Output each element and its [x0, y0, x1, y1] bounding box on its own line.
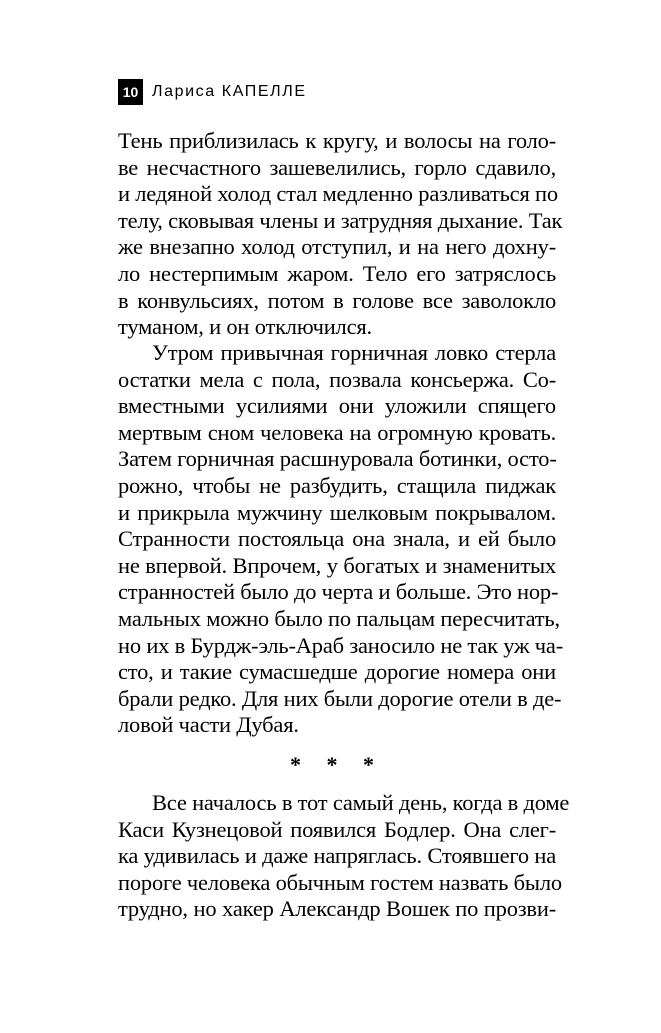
text-line: ло нестерпимым жаром. Тело его затряслось	[118, 260, 556, 286]
text-line: ве несчастного зашевелились, горло сдавило,	[118, 154, 556, 180]
text-line: рожно, чтобы не разбудить, стащила пиджак	[118, 472, 556, 498]
text-line: сто, и такие сумасшедше дорогие номера они	[118, 659, 556, 685]
text-line: странностей было до черта и больше. Это нор-	[118, 579, 559, 605]
text-line: Каси Кузнецовой появился Бодлер. Она слег-	[118, 816, 556, 842]
paragraph-2	[118, 340, 563, 739]
paragraph-3	[118, 790, 570, 923]
text-line: трудно, но хакер Александр Вошек по прозви-	[118, 896, 556, 922]
text-line: ловой части Дубая.	[118, 712, 299, 738]
text-line: брали редко. Для них были дорогие отели в де-	[118, 685, 562, 711]
text-line: пороге человека обычным гостем назвать было	[118, 869, 562, 895]
text-line: же внезапно холод отступил, и на него дохну-	[118, 234, 556, 260]
text-line: в конвульсиях, потом в голове все заволокло	[118, 287, 556, 313]
running-head	[118, 79, 307, 105]
text-line: не впервой. Впрочем, у богатых и знаменитых	[118, 552, 556, 578]
text-line: Странности постояльца она знала, и ей было	[118, 526, 556, 552]
text-line: и прикрыла мужчину шелковым покрывалом.	[118, 499, 556, 525]
paragraph-1	[118, 128, 563, 341]
text-line: остатки мела с пола, позвала консьержа. Со-	[118, 366, 556, 392]
text-line: мальных можно было по пальцам пересчитать,	[118, 605, 560, 631]
text-line: но их в Бурдж-эль-Араб заносило не так уж ча-	[118, 632, 563, 658]
running-title: Лариса КАПЕЛЛЕ	[152, 83, 307, 100]
text-line: мертвым сном человека на огромную кровать.	[118, 419, 556, 445]
text-line: Утром привычная горничная ловко стерла	[152, 340, 556, 365]
text-line: туманом, и он отключился.	[118, 314, 372, 340]
text-line: вместными усилиями они уложили спящего	[118, 393, 556, 419]
text-line: Все началось в тот самый день, когда в доме	[152, 790, 570, 815]
text-line: и ледяной холод стал медленно разливаться по	[118, 181, 558, 207]
text-line: ка удивилась и даже напряглась. Стоявшего на	[118, 843, 556, 869]
text-line: Тень приблизилась к кругу, и волосы на голо-	[118, 128, 556, 153]
section-separator: * * *	[290, 752, 384, 777]
page-number: 10	[118, 79, 143, 105]
text-line: телу, сковывая члены и затрудняя дыхание. Так	[118, 207, 563, 233]
text-line: Затем горничная расшнуровала ботинки, осто-	[118, 446, 557, 472]
